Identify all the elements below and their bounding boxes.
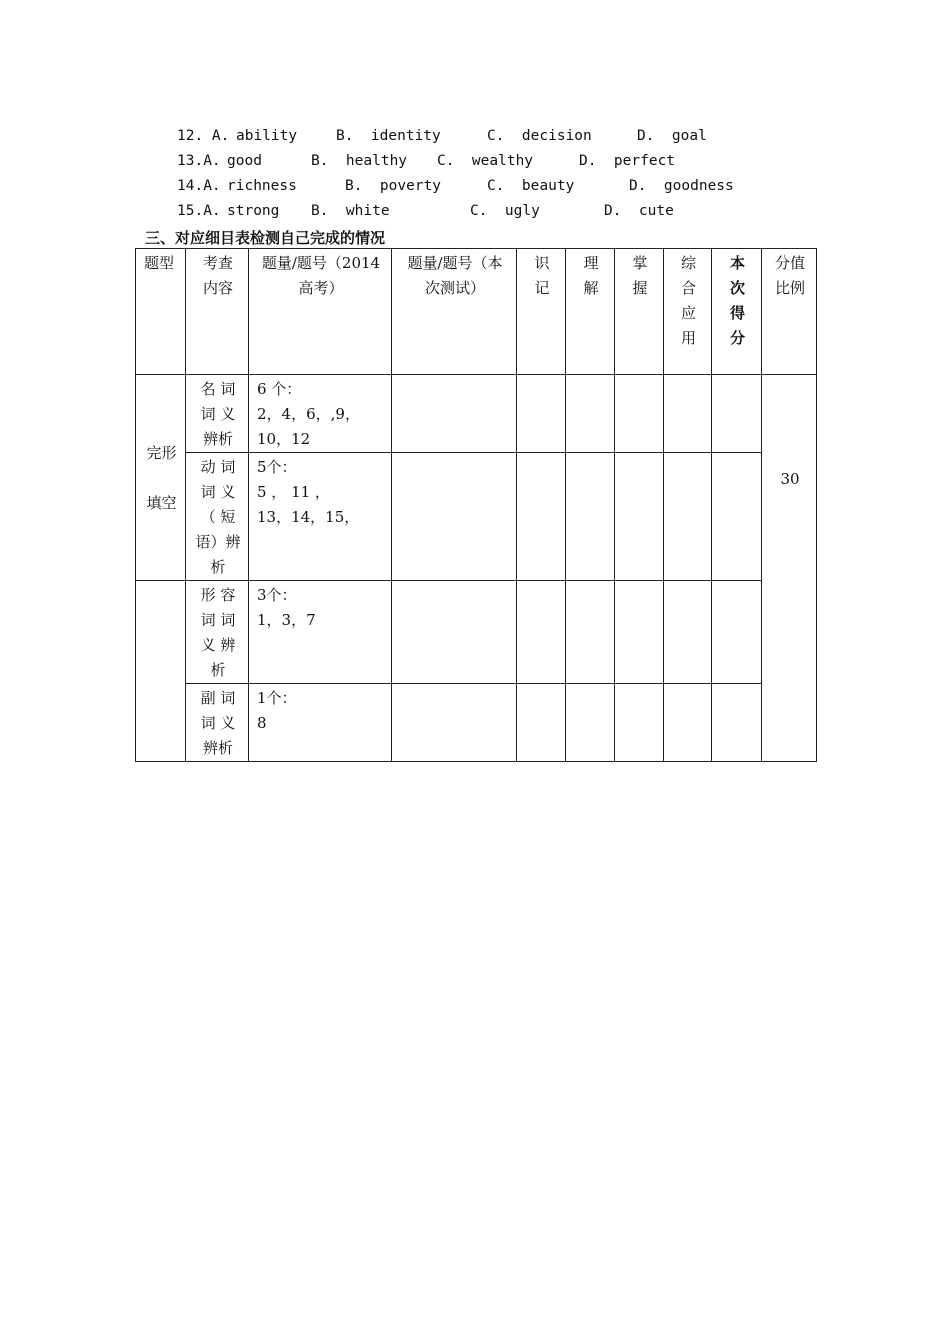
option-c: C. beauty [487, 178, 575, 194]
option-number: 15.A. [177, 203, 221, 219]
apply-cell[interactable] [664, 581, 712, 684]
score-cell[interactable] [712, 375, 762, 453]
content-cell: 动 词 词 义 （ 短 语）辨 析 [186, 453, 249, 581]
option-b: B. identity [336, 128, 441, 144]
type-cell: 完形 填空 [136, 375, 186, 581]
score-cell[interactable] [712, 453, 762, 581]
understand-cell[interactable] [566, 375, 615, 453]
apply-cell[interactable] [664, 453, 712, 581]
gaokao-cell: 1个： 8 [249, 684, 392, 762]
option-number: 14.A. [177, 178, 221, 194]
recall-cell[interactable] [517, 684, 566, 762]
header-type: 题型 [136, 249, 186, 375]
header-understand: 理 解 [566, 249, 615, 375]
content-cell: 副 词 词 义 辨析 [186, 684, 249, 762]
understand-cell[interactable] [566, 581, 615, 684]
table-row [136, 684, 817, 762]
master-cell[interactable] [615, 581, 664, 684]
option-b: B. poverty [345, 178, 442, 194]
master-cell[interactable] [615, 684, 664, 762]
score-cell[interactable] [712, 684, 762, 762]
option-d: D. goal [637, 128, 707, 144]
header-gaokao: 题量/题号（2014 高考） [249, 249, 392, 375]
score-cell[interactable] [712, 581, 762, 684]
test-cell[interactable] [392, 684, 517, 762]
understand-cell[interactable] [566, 453, 615, 581]
master-cell[interactable] [615, 453, 664, 581]
gaokao-cell: 3个： 1，3，7 [249, 581, 392, 684]
gaokao-cell: 6 个： 2，4，6，,9， 10，12 [249, 375, 392, 453]
option-c: C. wealthy [437, 153, 534, 169]
type-cell-empty [136, 581, 186, 762]
option-line-14 [0, 178, 734, 200]
option-number: 12. A. [177, 128, 230, 144]
content-cell: 形 容 词 词 义 辨 析 [186, 581, 249, 684]
option-a: strong [227, 203, 280, 219]
option-line-12 [0, 128, 707, 150]
header-apply: 综 合 应 用 [664, 249, 712, 375]
understand-cell[interactable] [566, 684, 615, 762]
test-cell[interactable] [392, 453, 517, 581]
option-a: ability [236, 128, 298, 144]
header-master: 掌 握 [615, 249, 664, 375]
master-cell[interactable] [615, 375, 664, 453]
section-title: 三、对应细目表检测自己完成的情况 [145, 229, 386, 247]
option-number: 13.A. [177, 153, 221, 169]
apply-cell[interactable] [664, 684, 712, 762]
option-d: D. cute [604, 203, 674, 219]
option-d: D. goodness [629, 178, 734, 194]
header-content: 考查 内容 [186, 249, 249, 375]
option-line-15 [0, 203, 674, 225]
option-b: B. white [311, 203, 390, 219]
option-line-13 [0, 153, 676, 175]
table-row [136, 581, 817, 684]
recall-cell[interactable] [517, 453, 566, 581]
table-row [136, 453, 817, 581]
gaokao-cell: 5个： 5 ， 11 ， 13，14，15， [249, 453, 392, 581]
option-c: C. ugly [470, 203, 540, 219]
header-ratio: 分值 比例 [762, 249, 817, 375]
option-c: C. decision [487, 128, 592, 144]
option-b: B. healthy [311, 153, 408, 169]
recall-cell[interactable] [517, 581, 566, 684]
header-score: 本 次 得 分 [712, 249, 762, 375]
content-cell: 名 词 词 义 辨析 [186, 375, 249, 453]
option-a: good [227, 153, 262, 169]
table-row [136, 375, 817, 453]
recall-cell[interactable] [517, 375, 566, 453]
test-cell[interactable] [392, 375, 517, 453]
specification-table [135, 248, 817, 762]
option-a: richness [227, 178, 297, 194]
header-recall: 识 记 [517, 249, 566, 375]
ratio-cell: 30 [762, 375, 817, 762]
option-d: D. perfect [579, 153, 676, 169]
header-row [136, 249, 817, 375]
apply-cell[interactable] [664, 375, 712, 453]
header-test: 题量/题号（本 次测试） [392, 249, 517, 375]
test-cell[interactable] [392, 581, 517, 684]
